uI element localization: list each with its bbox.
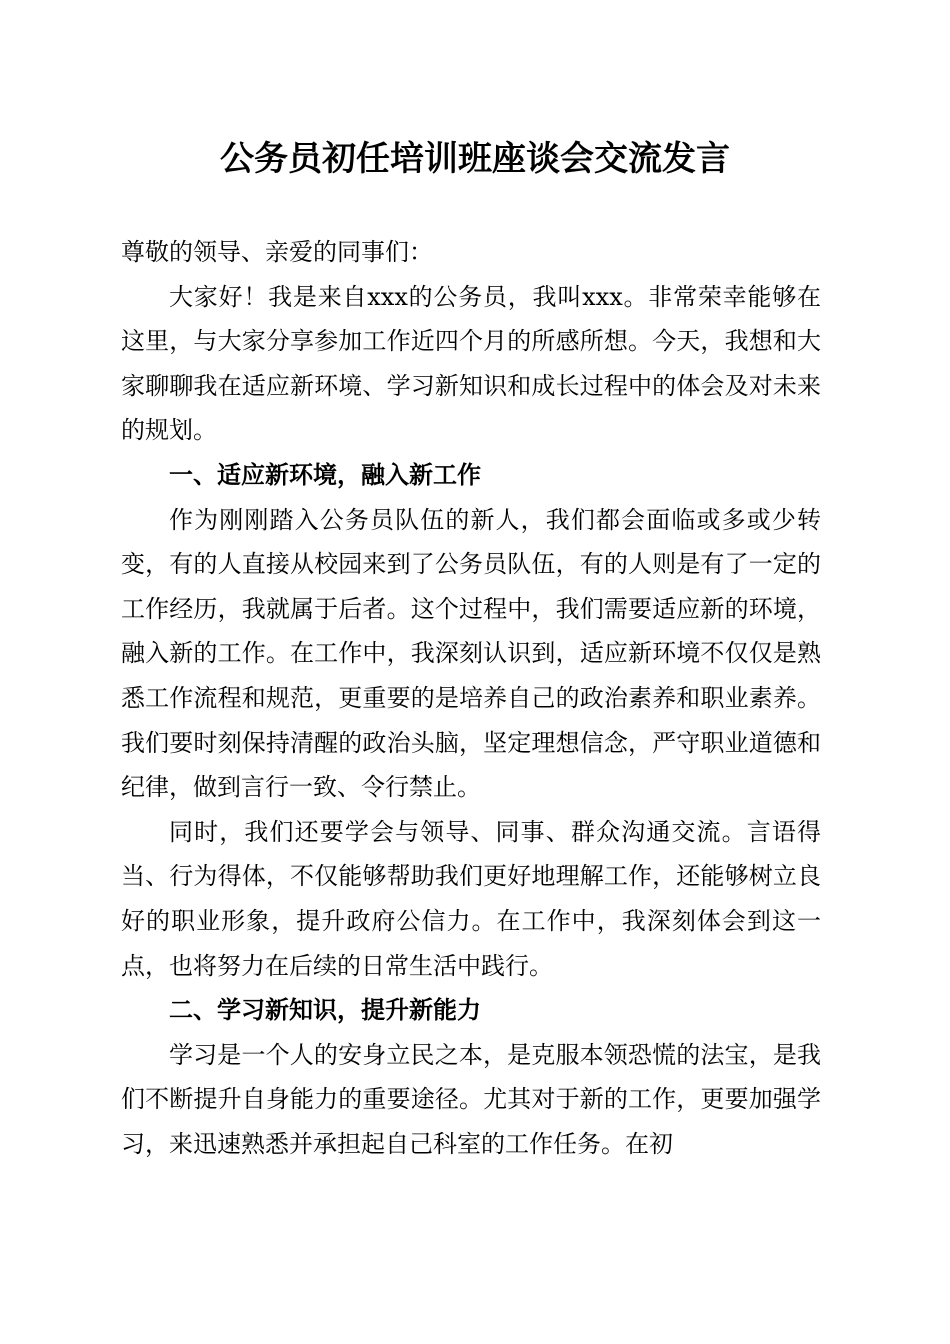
document-body (121, 230, 821, 1166)
section1-paragraph-2: 同时，我们还要学会与领导、同事、群众沟通交流。言语得当、行为得体，不仅能够帮助我们更好地理解工作，还能够树立良好的职业形象，提升政府公信力。在工作中，我深刻体会到这一点，也将努力在后续的日常生活中践行。 (121, 817, 821, 980)
section1-paragraph-1: 作为刚刚踏入公务员队伍的新人，我们都会面临或多或少转变，有的人直接从校园来到了公务员队伍，有的人则是有了一定的工作经历，我就属于后者。这个过程中，我们需要适应新的环境，融入新的工作。在工作中，我深刻认识到，适应新环境不仅仅是熟悉工作流程和规范，更重要的是培养自己的政治素养和职业素养。我们要时刻保持清醒的政治头脑，坚定理想信念，严守职业道德和纪律，做到言行一致、令行禁止。 (121, 505, 821, 802)
section-heading-1: 一、适应新环境，融入新工作 (169, 460, 481, 489)
section-heading-2: 二、学习新知识，提升新能力 (169, 996, 481, 1025)
document-title: 公务员初任培训班座谈会交流发言 (220, 139, 730, 179)
section2-paragraph-1: 学习是一个人的安身立民之本，是克服本领恐慌的法宝，是我们不断提升自身能力的重要途径。尤其对于新的工作，更要加强学习，来迅速熟悉并承担起自己科室的工作任务。在初 (121, 1040, 821, 1158)
salutation: 尊敬的领导、亲爱的同事们： (121, 238, 433, 266)
intro-paragraph: 大家好！我是来自xxx的公务员，我叫xxx。非常荣幸能够在这里，与大家分享参加工作近四个月的所感所想。今天，我想和大家聊聊我在适应新环境、学习新知识和成长过程中的体会及对未来的规划。 (121, 282, 821, 445)
